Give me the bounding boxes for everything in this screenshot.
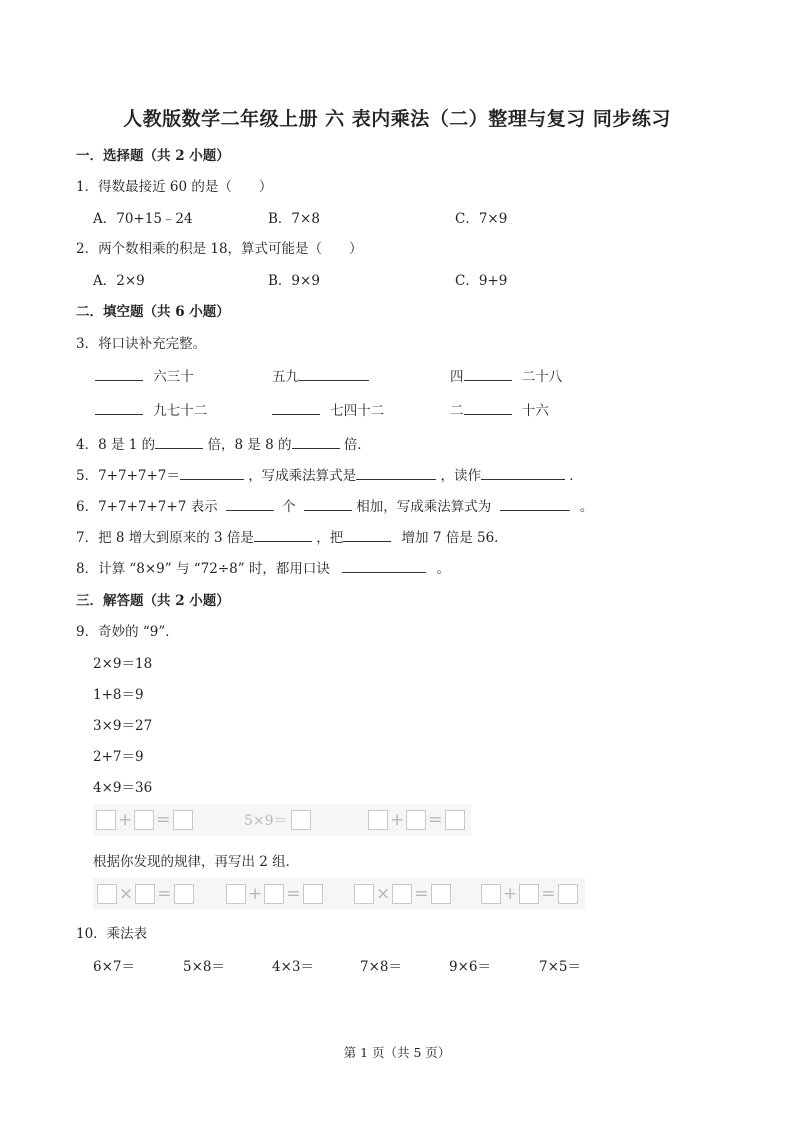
question-3-row1-col3 [450,365,562,385]
question-3-stem: 3．将口诀补充完整。 [76,336,207,352]
question-3-row1-col1 [95,365,194,385]
question-1-stem: 1．得数最接近 60 的是（ ） [76,179,273,195]
question-9-line: 1+8＝9 [93,687,144,703]
question-text: 8．计算 “8×9” 与 “72÷8” 时，都用口诀 [76,561,330,577]
rhyme-text: 二 [450,403,464,419]
rhyme-text: 二十八 [521,369,563,385]
question-9-instruction: 根据你发现的规律，再写出 2 组． [93,854,300,870]
question-1-option-c: C．7×9 [455,211,508,227]
question-text: 个 [282,499,296,515]
blank-equation-multiply [97,884,194,904]
question-8 [76,557,450,577]
question-3-row1-col2 [272,365,369,385]
question-2-option-a: A．2×9 [93,273,145,289]
question-text: 增加 7 倍是 56． [401,530,508,546]
answer-blank[interactable] [299,366,369,381]
question-6 [76,495,593,515]
multiplication-item: 7×5＝ [539,959,581,975]
answer-box[interactable] [134,810,154,830]
answer-blank[interactable] [342,558,426,573]
question-9-line: 3×9＝27 [93,718,153,734]
answer-blank[interactable] [464,400,512,415]
blank-equation-add [368,810,465,830]
blank-equation-multiply [244,810,311,830]
question-text: 4．8 是 1 的 [76,437,156,453]
answer-blank[interactable] [226,496,274,511]
answer-box[interactable] [406,810,426,830]
answer-blank[interactable] [254,527,312,542]
rhyme-text: 十六 [521,403,549,419]
answer-box[interactable] [481,884,501,904]
answer-blank[interactable] [292,434,340,449]
multiplication-item: 7×8＝ [360,959,402,975]
question-2-option-c: C．9+9 [455,273,508,289]
plus-sign: + [390,810,405,830]
question-2-stem: 2．两个数相乘的积是 18，算式可能是（ ） [76,241,363,257]
answer-box[interactable] [431,884,451,904]
section-heading-solve: 三．解答题（共 2 小题） [76,593,230,609]
answer-blank[interactable] [464,366,512,381]
question-text: 7．把 8 增大到原来的 3 倍是 [76,530,254,546]
answer-box[interactable] [135,884,155,904]
question-4 [76,433,371,453]
answer-box[interactable] [291,810,311,830]
rhyme-text: 六三十 [153,369,194,385]
question-3-row2-col1 [95,399,207,419]
question-9-line: 2×9＝18 [93,656,153,672]
question-text: 。 [436,561,451,577]
rhyme-text: 七四十二 [330,403,385,419]
multiplication-item: 9×6＝ [449,959,491,975]
answer-blank[interactable] [500,496,570,511]
answer-box[interactable] [558,884,578,904]
question-3-row2-col3 [450,399,549,419]
rhyme-text: 四 [450,369,464,385]
rhyme-text: 五九 [272,369,299,385]
answer-box[interactable] [368,810,388,830]
answer-box[interactable] [264,884,284,904]
blank-equation-add [226,884,323,904]
answer-box[interactable] [392,884,412,904]
answer-blank[interactable] [343,527,391,542]
answer-blank[interactable] [481,465,565,480]
question-text: 6．7+7+7+7+7 表示 [76,499,218,515]
blank-equation-add [481,884,578,904]
question-text: 。 [579,499,594,515]
question-9-line: 4×9＝36 [93,780,153,796]
equals-sign: = [414,884,429,904]
times-sign: × [119,884,134,904]
equals-sign: = [156,810,171,830]
multiplication-item: 4×3＝ [272,959,314,975]
multiplication-item: 6×7＝ [93,959,135,975]
question-10-stem: 10．乘法表 [76,926,148,942]
question-9-stem: 9．奇妙的 “9”． [76,624,179,640]
section-heading-fill: 二．填空题（共 6 小题） [76,304,230,320]
equals-sign: = [286,884,301,904]
answer-blank[interactable] [180,465,244,480]
question-text: ，读作 [440,468,481,484]
answer-blank[interactable] [356,465,436,480]
answer-box[interactable] [173,810,193,830]
question-5 [76,464,583,484]
answer-blank[interactable] [95,366,143,381]
page-footer: 第 1 页（共 5 页） [343,1045,451,1060]
answer-box[interactable] [354,884,374,904]
question-text: ． [569,468,583,484]
question-text: ，写成乘法算式是 [248,468,357,484]
answer-box[interactable] [97,884,117,904]
answer-box[interactable] [519,884,539,904]
question-text: 5．7+7+7+7＝ [76,468,180,484]
answer-blank[interactable] [304,496,352,511]
answer-box[interactable] [445,810,465,830]
answer-box[interactable] [174,884,194,904]
answer-box[interactable] [303,884,323,904]
question-2-option-b: B．9×9 [268,273,320,289]
plus-sign: + [503,884,518,904]
question-1-option-b: B．7×8 [268,211,320,227]
page-title: 人教版数学二年级上册 六 表内乘法（二）整理与复习 同步练习 [123,108,671,130]
question-1-option-a: A．70+15﹣24 [93,211,193,227]
answer-box[interactable] [226,884,246,904]
times-sign: × [376,884,391,904]
question-text: ，把 [316,530,344,546]
equals-sign: = [428,810,443,830]
equation-text: 5×9＝ [244,813,288,829]
rhyme-text: 九七十二 [153,403,208,419]
answer-blank[interactable] [95,400,143,415]
question-text: 倍． [343,437,371,453]
question-3-row2-col2 [272,399,384,419]
section-heading-choice: 一．选择题（共 2 小题） [76,148,230,164]
answer-blank[interactable] [272,400,320,415]
equals-sign: = [541,884,556,904]
question-9-line: 2+7＝9 [93,749,144,765]
answer-box[interactable] [96,810,116,830]
question-7 [76,526,508,546]
multiplication-item: 5×8＝ [183,959,225,975]
plus-sign: + [248,884,263,904]
plus-sign: + [118,810,133,830]
blank-equation-add [96,810,193,830]
equals-sign: = [157,884,172,904]
answer-blank[interactable] [155,434,203,449]
question-text: 倍，8 是 8 的 [207,437,292,453]
blank-equation-multiply [354,884,451,904]
question-text: 相加，写成乘法算式为 [356,499,492,515]
